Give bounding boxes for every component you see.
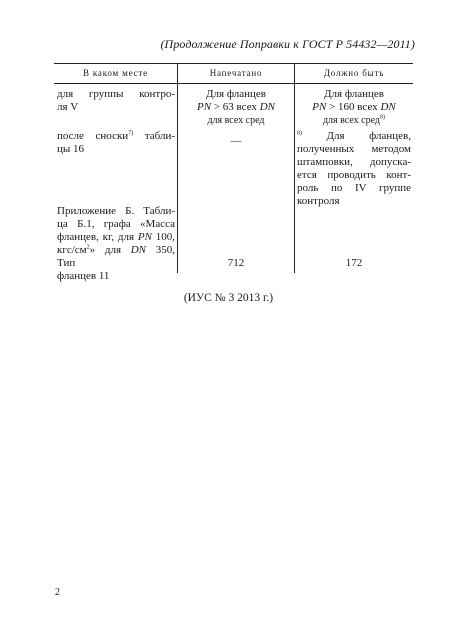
column-header-printed: Напечатано — [209, 68, 263, 78]
row3-place-text: » для — [89, 244, 131, 256]
row2-should-line: ется проводить конт- — [297, 169, 411, 181]
row2-printed: — — [230, 135, 242, 147]
row3-place-text: фланцев, кг, для — [57, 231, 135, 243]
superscript-2: 2 — [86, 244, 90, 251]
dn-symbol: DN — [259, 101, 275, 113]
row3-place-line — [57, 231, 175, 244]
footnote-mark: 8) — [380, 114, 386, 121]
row3-place-text: кгс/см — [57, 244, 87, 256]
row2-place-line — [57, 130, 175, 143]
table-top-rule — [54, 63, 413, 64]
row1-should-text: > 160 всех — [326, 101, 381, 113]
row2-should-be — [297, 130, 411, 208]
row2-should-line: полученных методом — [297, 143, 411, 155]
row3-printed: 712 — [227, 257, 245, 269]
row1-printed-line: Для фланцев — [206, 88, 266, 100]
row1-printed-line — [178, 101, 294, 114]
row1-should-line — [295, 101, 413, 114]
pn-symbol: PN — [312, 101, 327, 113]
column-header-place: В каком месте — [83, 68, 148, 78]
footer-note: (ИУС № 3 2013 г.) — [183, 292, 274, 304]
row3-place-line: ца Б.1, графа «Масса — [57, 218, 175, 230]
row1-should-line: Для фланцев — [324, 88, 384, 100]
row3-place-text: 100, — [151, 231, 176, 243]
pn-symbol: PN — [137, 231, 152, 243]
row2-place-line: цы 16 — [57, 143, 85, 155]
row2-place — [57, 130, 175, 156]
row2-should-line: роль по IV группе — [297, 182, 411, 194]
row3-place-line — [57, 244, 175, 270]
row1-place — [57, 88, 175, 114]
footnote-mark: 7) — [128, 130, 134, 137]
row1-printed-line: для всех сред — [207, 115, 265, 126]
pn-symbol: PN — [197, 101, 212, 113]
row3-place — [57, 205, 175, 283]
row2-place-text: табли- — [133, 130, 176, 142]
row1-should-line — [295, 114, 413, 127]
page-number: 2 — [55, 587, 60, 598]
dn-symbol: DN — [380, 101, 396, 113]
row3-place-text: 350, Тип — [57, 244, 175, 269]
table-header-rule — [54, 83, 413, 84]
row1-printed-text: > 63 всех — [211, 101, 260, 113]
row1-should-be — [295, 88, 413, 127]
row1-place-line: ля V — [57, 101, 79, 113]
row2-should-line: штамповки, допуска- — [297, 156, 411, 168]
row3-place-line: фланцев 11 — [57, 270, 110, 282]
row3-place-line: Приложение Б. Табли- — [57, 205, 175, 217]
row2-should-line: контроля — [297, 195, 340, 207]
row3-should-be: 172 — [345, 257, 363, 269]
page-header: (Продолжение Поправки к ГОСТ Р 54432—2011) — [160, 37, 415, 51]
row2-should-text: Для фланцев, — [302, 130, 411, 142]
row1-should-text: для всех сред — [322, 115, 381, 126]
row2-should-line — [297, 130, 411, 143]
correction-table — [54, 63, 413, 282]
row1-printed — [178, 88, 294, 127]
row2-place-text: после сноски — [57, 130, 129, 142]
row1-place-line: для группы контро- — [57, 88, 175, 100]
footnote-mark: 8) — [297, 130, 302, 137]
column-header-should-be: Должно быть — [323, 68, 385, 78]
dn-symbol: DN — [130, 244, 147, 256]
